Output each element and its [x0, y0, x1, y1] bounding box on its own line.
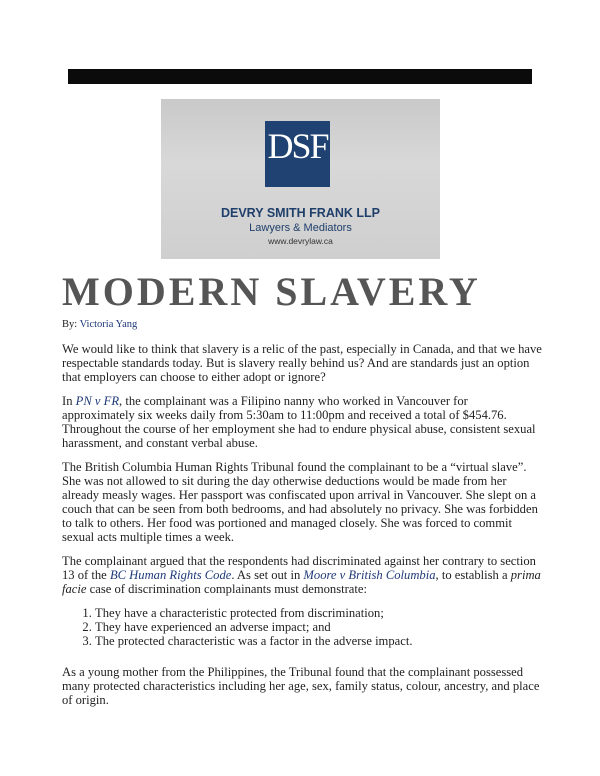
argument-text-b: . As set out in	[231, 568, 301, 582]
bc-human-rights-code-link[interactable]: BC Human Rights Code	[109, 568, 232, 582]
byline	[62, 319, 137, 330]
case-prefix: In	[62, 394, 73, 408]
paragraph-argument	[62, 554, 542, 596]
argument-text-a: The complainant argued that the respondents had discriminated against her contrary to section 13 of the	[62, 554, 536, 582]
author-name: Victoria Yang	[79, 319, 138, 330]
argument-text-c: , to establish a	[435, 568, 508, 582]
criteria-list	[62, 606, 542, 648]
firm-url: www.devrylaw.ca	[268, 236, 333, 246]
list-item: 2. They have experienced an adverse impact; and	[95, 620, 542, 634]
article-title: MODERN SLAVERY	[62, 269, 481, 314]
list-item: 1. They have a characteristic protected from discrimination;	[95, 606, 542, 620]
prima-facie-term: prima facie	[62, 568, 541, 596]
argument-text-d: case of discrimination complainants must demonstrate:	[89, 582, 367, 596]
paragraph-tribunal: The British Columbia Human Rights Tribunal found the complainant to be a “virtual slave”. She was not allowed to sit during the day otherwise deductions would be made from her already measly wages. Her passport was confiscated upon arrival in Vancouver. She slept on a couch that can be seen from both bedrooms, and had absolutely no privacy. She was forbidden to talk to others. Her food was portioned and managed closely. She was forced to commit sexual acts multiple times a week.	[62, 460, 538, 544]
firm-subtitle: Lawyers & Mediators	[249, 222, 352, 234]
moore-v-bc-link[interactable]: Moore v British Columbia	[303, 568, 436, 582]
firm-logo	[161, 99, 440, 259]
list-item: 3. The protected characteristic was a factor in the adverse impact.	[95, 634, 542, 648]
firm-name: DEVRY SMITH FRANK LLP	[220, 206, 381, 220]
paragraph-case	[62, 394, 542, 450]
case-text: , the complainant was a Filipino nanny who worked in Vancouver for approximately six weeks daily from 5:30am to 11:00pm and received a total of $454.76. Throughout the course of her employment she had to endure physical abuse, consistent sexual harassment, and constant verbal abuse.	[62, 394, 536, 450]
top-banner-bar	[68, 69, 532, 84]
dsf-logo-letters: DSF	[267, 126, 328, 166]
paragraph-conclusion: As a young mother from the Philippines, the Tribunal found that the complainant possessed many protected characteristics including her age, sex, family status, colour, ancestry, and place of origin.	[62, 665, 540, 707]
paragraph-intro: We would like to think that slavery is a relic of the past, especially in Canada, and that we have respectable standards today. But is slavery really behind us? And are standards just an option that employers can choose to either adopt or ignore?	[62, 342, 542, 384]
case-link-pn-v-fr[interactable]: PN v FR	[75, 394, 120, 408]
article-body	[62, 342, 542, 717]
byline-label: By:	[62, 319, 78, 330]
